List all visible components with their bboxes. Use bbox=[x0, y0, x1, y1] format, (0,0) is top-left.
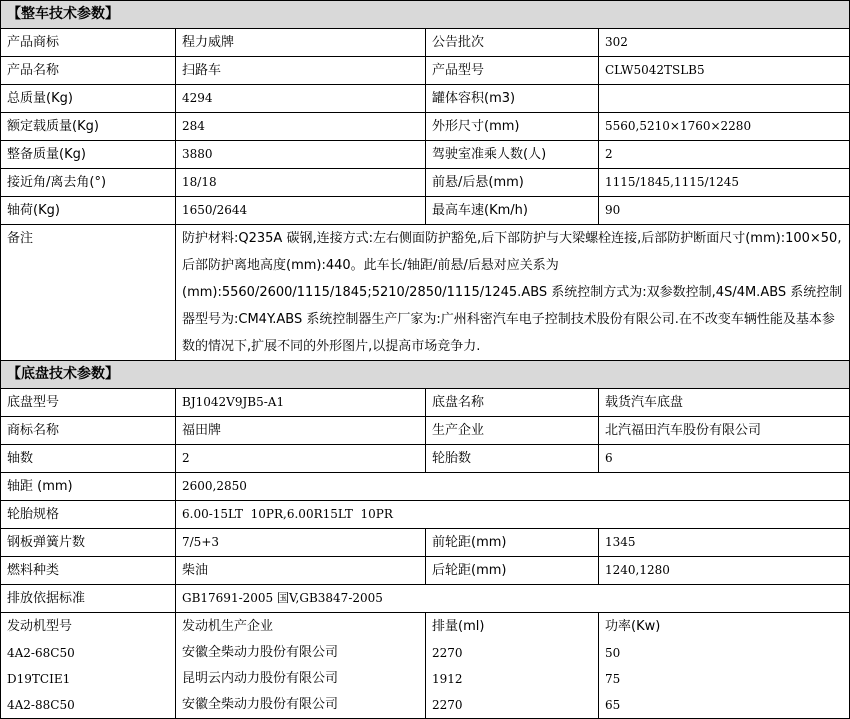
batch-value: 302 bbox=[599, 29, 850, 57]
axles-value: 2 bbox=[176, 445, 426, 473]
tank-volume-value bbox=[599, 85, 850, 113]
gross-mass-label: 总质量(Kg) bbox=[1, 85, 176, 113]
chassis-name-value: 载货汽车底盘 bbox=[599, 389, 850, 417]
engine-power-header: 功率(Kw) bbox=[599, 613, 850, 641]
product-name-label: 产品名称 bbox=[1, 57, 176, 85]
curb-mass-label: 整备质量(Kg) bbox=[1, 141, 176, 169]
table-row bbox=[1, 417, 850, 445]
engine-displacement: 1912 bbox=[426, 666, 599, 692]
cab-seats-label: 驾驶室准乘人数(人) bbox=[426, 141, 599, 169]
vehicle-section-title: 【整车技术参数】 bbox=[1, 1, 850, 29]
table-row bbox=[1, 473, 850, 501]
table-row bbox=[1, 501, 850, 529]
emission-value: GB17691-2005 国V,GB3847-2005 bbox=[176, 585, 850, 613]
engine-displacement: 2270 bbox=[426, 692, 599, 719]
engine-row bbox=[1, 692, 850, 719]
engine-displacement-header: 排量(ml) bbox=[426, 613, 599, 641]
vehicle-section-header bbox=[1, 1, 850, 29]
chassis-maker-value: 北汽福田汽车股份有限公司 bbox=[599, 417, 850, 445]
rated-load-value: 284 bbox=[176, 113, 426, 141]
engine-row bbox=[1, 666, 850, 692]
table-row bbox=[1, 197, 850, 225]
engine-maker: 安徽全柴动力股份有限公司 bbox=[176, 692, 426, 719]
table-row bbox=[1, 57, 850, 85]
engine-power: 50 bbox=[599, 640, 850, 666]
engine-row bbox=[1, 640, 850, 666]
table-row bbox=[1, 85, 850, 113]
fuel-label: 燃料种类 bbox=[1, 557, 176, 585]
tank-volume-label: 罐体容积(m3) bbox=[426, 85, 599, 113]
springs-value: 7/5+3 bbox=[176, 529, 426, 557]
chassis-model-value: BJ1042V9JB5-A1 bbox=[176, 389, 426, 417]
table-row bbox=[1, 225, 850, 361]
max-speed-label: 最高车速(Km/h) bbox=[426, 197, 599, 225]
engine-power: 75 bbox=[599, 666, 850, 692]
chassis-name-label: 底盘名称 bbox=[426, 389, 599, 417]
table-row bbox=[1, 141, 850, 169]
angles-value: 18/18 bbox=[176, 169, 426, 197]
cab-seats-value: 2 bbox=[599, 141, 850, 169]
product-model-value: CLW5042TSLB5 bbox=[599, 57, 850, 85]
rated-load-label: 额定载质量(Kg) bbox=[1, 113, 176, 141]
brand-value: 程力威牌 bbox=[176, 29, 426, 57]
table-row bbox=[1, 29, 850, 57]
chassis-section-title: 【底盘技术参数】 bbox=[1, 361, 850, 389]
overhang-label: 前悬/后悬(mm) bbox=[426, 169, 599, 197]
product-model-label: 产品型号 bbox=[426, 57, 599, 85]
tire-spec-label: 轮胎规格 bbox=[1, 501, 176, 529]
rear-track-label: 后轮距(mm) bbox=[426, 557, 599, 585]
notes-label: 备注 bbox=[1, 225, 176, 361]
product-name-value: 扫路车 bbox=[176, 57, 426, 85]
chassis-maker-label: 生产企业 bbox=[426, 417, 599, 445]
springs-label: 钢板弹簧片数 bbox=[1, 529, 176, 557]
front-track-label: 前轮距(mm) bbox=[426, 529, 599, 557]
max-speed-value: 90 bbox=[599, 197, 850, 225]
overhang-value: 1115/1845,1115/1245 bbox=[599, 169, 850, 197]
engine-maker: 昆明云内动力股份有限公司 bbox=[176, 666, 426, 692]
table-row bbox=[1, 529, 850, 557]
rear-track-value: 1240,1280 bbox=[599, 557, 850, 585]
engine-displacement: 2270 bbox=[426, 640, 599, 666]
dimensions-value: 5560,5210×1760×2280 bbox=[599, 113, 850, 141]
engine-maker-header: 发动机生产企业 bbox=[176, 613, 426, 641]
wheelbase-label: 轴距 (mm) bbox=[1, 473, 176, 501]
table-row bbox=[1, 445, 850, 473]
table-row bbox=[1, 557, 850, 585]
chassis-model-label: 底盘型号 bbox=[1, 389, 176, 417]
fuel-value: 柴油 bbox=[176, 557, 426, 585]
engine-header-row bbox=[1, 613, 850, 641]
notes-value: 防护材料:Q235A 碳钢,连接方式:左右侧面防护豁免,后下部防护与大梁螺栓连接,后部防护断面尺寸(mm):100×50,后部防护离地高度(mm):440。此车长/轴距/前悬/后悬对应关系为(mm):5560/2600/1115/1845;5210/2850/1115/1245.ABS 系统控制方式为:双参数控制,4S/4M.ABS 系统控制器型号为:CM4Y.ABS 系统控制器生产厂家为:广州科密汽车电子控制技术股份有限公司.在不改变车辆性能及基本参数的情况下,扩展不同的外形图片,以提高市场竞争力. bbox=[176, 225, 850, 361]
emission-label: 排放依据标准 bbox=[1, 585, 176, 613]
engine-model: 4A2-88C50 bbox=[1, 692, 176, 719]
wheelbase-value: 2600,2850 bbox=[176, 473, 850, 501]
table-row bbox=[1, 169, 850, 197]
chassis-section-header bbox=[1, 361, 850, 389]
curb-mass-value: 3880 bbox=[176, 141, 426, 169]
front-track-value: 1345 bbox=[599, 529, 850, 557]
dimensions-label: 外形尺寸(mm) bbox=[426, 113, 599, 141]
chassis-brand-label: 商标名称 bbox=[1, 417, 176, 445]
axles-label: 轴数 bbox=[1, 445, 176, 473]
engine-model: D19TCIE1 bbox=[1, 666, 176, 692]
axle-load-label: 轴荷(Kg) bbox=[1, 197, 176, 225]
angles-label: 接近角/离去角(°) bbox=[1, 169, 176, 197]
engine-model: 4A2-68C50 bbox=[1, 640, 176, 666]
axle-load-value: 1650/2644 bbox=[176, 197, 426, 225]
tires-label: 轮胎数 bbox=[426, 445, 599, 473]
tire-spec-value: 6.00-15LT 10PR,6.00R15LT 10PR bbox=[176, 501, 850, 529]
brand-label: 产品商标 bbox=[1, 29, 176, 57]
tires-value: 6 bbox=[599, 445, 850, 473]
chassis-brand-value: 福田牌 bbox=[176, 417, 426, 445]
table-row bbox=[1, 389, 850, 417]
batch-label: 公告批次 bbox=[426, 29, 599, 57]
gross-mass-value: 4294 bbox=[176, 85, 426, 113]
engine-model-header: 发动机型号 bbox=[1, 613, 176, 641]
engine-maker: 安徽全柴动力股份有限公司 bbox=[176, 640, 426, 666]
table-row bbox=[1, 113, 850, 141]
table-row bbox=[1, 585, 850, 613]
engine-power: 65 bbox=[599, 692, 850, 719]
